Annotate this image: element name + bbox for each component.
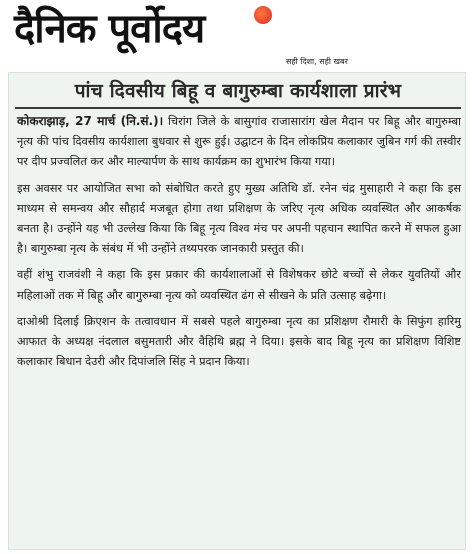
masthead [0,0,472,70]
dateline: कोकराझाड़, 27 मार्च (नि.सं.)। [17,114,164,128]
headline-divider [15,107,461,109]
paragraph-1 [17,111,461,173]
paragraph-2: इस अवसर पर आयोजित सभा को संबोधित करते हुए मुख्य अतिथि डॉ. रनेन चंद्र मुसाहारी ने कहा कि इस माध्यम से समन्वय और सौहार्द मजबूत होगा तथा प्रशिक्षण के जरिए नृत्य अधिक व्यवस्थित और आकर्षक बनता है। उन्होंने यह भी उल्लेख किया कि बिहू नृत्य विश्व मंच पर अपनी पहचान स्थापित करने में सफल हुआ है। बागुरुम्बा नृत्य के संबंध में भी उन्होंने तथ्यपरक जानकारी प्रस्तुत की। [17,181,461,256]
tagline: सही दिशा, सही खबर [286,57,348,66]
article-body [17,111,461,378]
paragraph-4: दाओश्री दिलाई क्रिएशन के तत्वावधान में सबसे पहले बागुरुम्बा नृत्य का प्रशिक्षण रौमारी के सिफुंग हारिमु आफात के अध्यक्ष नंदलाल बसुमतारी और वैहिथि ब्रह्म ने दिया। इसके बाद बिहू नृत्य का प्रशिक्षण विशिष्ट कलाकार बिधान देउरी और दिपांजलि सिंह ने प्रदान किया। [17,314,461,369]
newspaper-logo: दैनिक पूर्वोदय [14,6,205,52]
sun-dot-icon [254,6,272,24]
article-headline: पांच दिवसीय बिहू व बागुरुम्बा कार्यशाला प्रारंभ [74,80,402,102]
article-clipping [8,72,466,550]
paragraph-1-text: चिरांग जिले के बासुगांव राजासारांग खेल मैदान पर बिहू और बागुरुम्बा नृत्य की पांच दिवसीय कार्यशाला बुधवार से शुरू हुई। उद्घाटन के दिन लोकप्रिय कलाकार जुबिन गर्ग की तस्वीर पर दीप प्रज्वलित कर और माल्यार्पण के साथ कार्यक्रम का शुभारंभ किया गया। [17,115,461,169]
paragraph-3: वहीं शंभु राजवंशी ने कहा कि इस प्रकार की कार्यशालाओं से विशेषकर छोटे बच्चों से लेकर युवतियों और महिलाओं तक में बिहू और बागुरुम्बा नृत्य को व्यवस्थित ढंग से सीखने के प्रति उत्साह बढ़ेगा। [17,268,461,302]
